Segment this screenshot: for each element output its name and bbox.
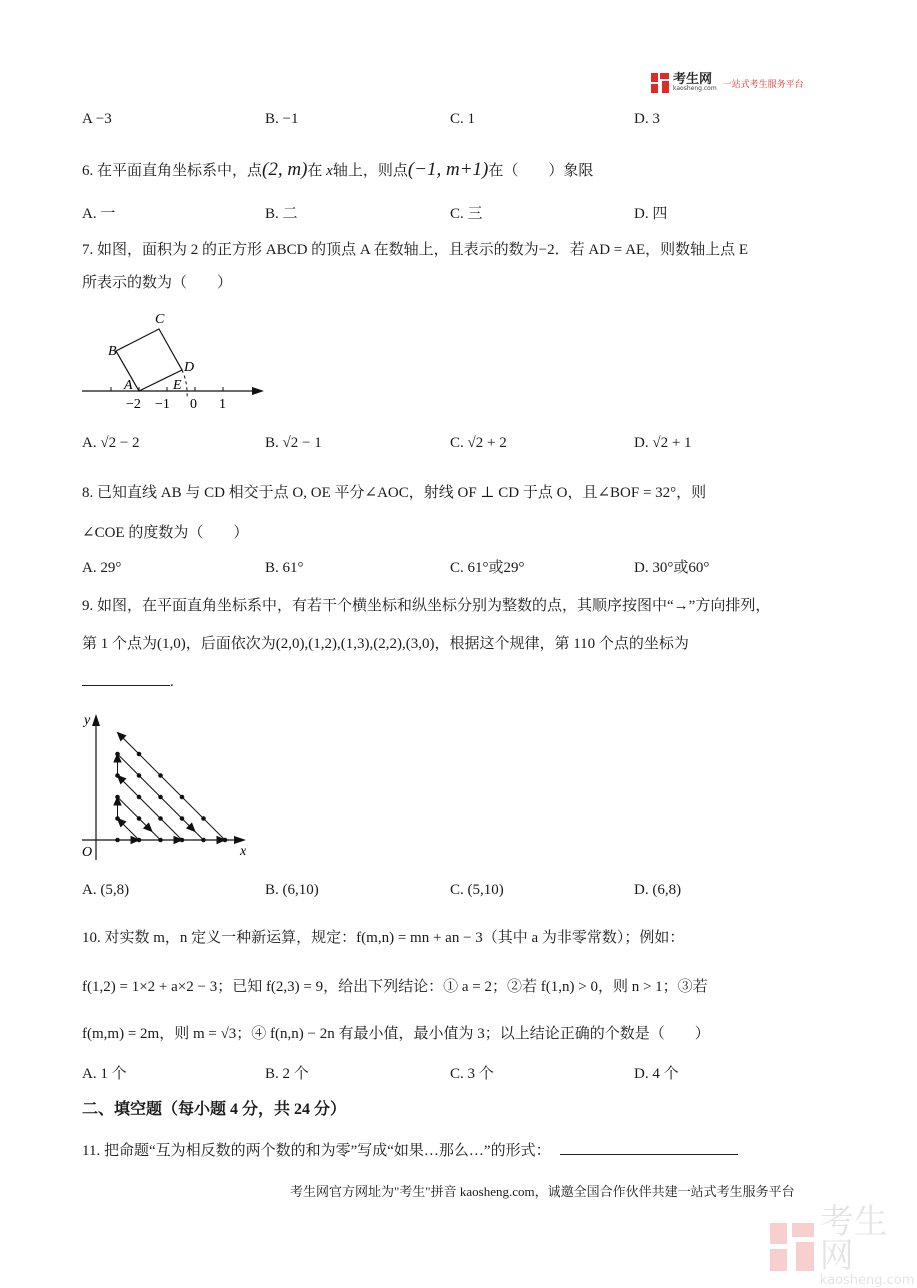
header-logo[interactable]	[651, 72, 804, 94]
q7-option-d[interactable]: D. √2 + 1	[634, 435, 692, 451]
lattice-point	[202, 817, 206, 821]
q6-option-a[interactable]: A. 一	[82, 206, 116, 222]
lattice-point	[137, 752, 141, 756]
lattice-point	[202, 838, 206, 842]
q8-stem-line1: 8. 已知直线 AB 与 CD 相交于点 O, OE 平分∠AOC，射线 OF ⊥ CD 于点 O，且∠BOF = 32°，则	[82, 485, 707, 501]
number-line-arrow-icon	[252, 387, 264, 395]
lattice-point	[137, 838, 141, 842]
q10-stem-line3: f(m,m) = 2m，则 m = √3；④ f(n,n) − 2n 有最小值，最小值为 3；以上结论正确的个数是（ ）	[82, 1026, 710, 1042]
q7-stem-line2: 所表示的数为（ ）	[82, 275, 233, 291]
lattice-point	[180, 795, 184, 799]
q9-figure	[78, 708, 258, 863]
watermark-url: kaosheng.com	[819, 1273, 915, 1288]
q6-option-d[interactable]: D. 四	[634, 206, 668, 222]
lattice-path	[114, 733, 227, 844]
lattice-point	[137, 817, 141, 821]
lattice-point	[159, 838, 163, 842]
label-b: B	[108, 344, 117, 359]
lattice-point	[159, 774, 163, 778]
q7-option-a[interactable]: A. √2 − 2	[82, 435, 140, 451]
tick-label-0: 0	[190, 397, 197, 412]
q9-stem-line2: 第 1 个点为(1,0)，后面依次为(2,0),(1,2),(1,3),(2,2),(3,0)，根据这个规律，第 110 个点的坐标为	[82, 636, 689, 652]
q11-answer-blank[interactable]	[560, 1154, 738, 1155]
q10-option-c[interactable]: C. 3 个	[450, 1066, 494, 1082]
q5-option-a[interactable]: A −3	[82, 111, 112, 127]
q11-stem	[82, 1141, 738, 1161]
diagonal	[118, 733, 226, 841]
footer-text: 考生网官方网址为"考生"拼音 kaosheng.com，诚邀全国合作伙伴共建一站式考生服务平台	[290, 1184, 795, 1199]
q6-text-3: 轴上，则点	[332, 163, 408, 179]
q7-option-b[interactable]: B. √2 − 1	[265, 435, 322, 451]
q9-option-d[interactable]: D. (6,8)	[634, 882, 682, 898]
logo-name: 考生网	[673, 72, 713, 87]
watermark-logo-icon	[770, 1223, 812, 1271]
lattice-point	[116, 752, 120, 756]
q6-text-1: 6. 在平面直角坐标系中，点	[82, 163, 263, 179]
watermark	[770, 1202, 917, 1288]
lattice-point	[159, 817, 163, 821]
q8-stem-line2: ∠COE 的度数为（ ）	[82, 525, 249, 541]
watermark-name: 考生网	[819, 1202, 888, 1276]
x-axis-label: x	[240, 844, 247, 859]
origin-label: O	[82, 845, 93, 860]
q10-option-a[interactable]: A. 1 个	[82, 1066, 127, 1082]
q6-stem	[82, 160, 593, 181]
logo-slogan: 一站式考生服务平台	[722, 79, 804, 90]
lattice-point	[137, 774, 141, 778]
q6-point-1: (2, m)	[262, 159, 308, 180]
y-axis-arrow-icon	[92, 714, 100, 726]
q6-option-c[interactable]: C. 三	[450, 206, 483, 222]
q8-option-a[interactable]: A. 29°	[82, 560, 122, 576]
x-axis-arrow-icon	[234, 836, 246, 844]
q8-option-d[interactable]: D. 30°或60°	[634, 560, 710, 576]
label-e: E	[173, 378, 182, 393]
q6-text-2: 在	[307, 163, 323, 179]
tick-label-minus1: −1	[155, 397, 170, 412]
q10-option-b[interactable]: B. 2 个	[265, 1066, 309, 1082]
q10-option-d[interactable]: D. 4 个	[634, 1066, 679, 1082]
lattice-point	[223, 838, 227, 842]
label-d: D	[184, 360, 195, 375]
q9-option-b[interactable]: B. (6,10)	[265, 882, 319, 898]
q9-period: .	[170, 674, 174, 690]
q8-option-b[interactable]: B. 61°	[265, 560, 304, 576]
lattice-point	[159, 795, 163, 799]
lattice-point	[116, 817, 120, 821]
q10-stem-line2: f(1,2) = 1×2 + a×2 − 3；已知 f(2,3) = 9，给出下列结论：① a = 2；②若 f(1,n) > 0，则 n > 1；③若	[82, 979, 708, 995]
q9-option-c[interactable]: C. (5,10)	[450, 882, 504, 898]
q7-option-c[interactable]: C. √2 + 2	[450, 435, 507, 451]
logo-mark-icon	[651, 73, 669, 93]
q10-stem-line1: 10. 对实数 m，n 定义一种新运算，规定：f(m,n) = mn + an − 3（其中 a 为非零常数）；例如：	[82, 930, 685, 946]
q9-answer-blank[interactable]	[82, 685, 170, 686]
lattice-point	[116, 795, 120, 799]
q6-option-b[interactable]: B. 二	[265, 206, 298, 222]
label-a: A	[124, 378, 133, 393]
q9-answer-line	[82, 672, 174, 692]
q6-text-4: 在（ ）象限	[488, 163, 594, 179]
q7-stem-line1: 7. 如图，面积为 2 的正方形 ABCD 的顶点 A 在数轴上，且表示的数为−2．若 AD = AE，则数轴上点 E	[82, 242, 749, 258]
q6-axis: x	[326, 163, 333, 179]
logo-url: kaosheng.com	[673, 85, 717, 92]
tick-label-minus2: −2	[126, 397, 141, 412]
q5-option-b[interactable]: B. −1	[265, 111, 299, 127]
lattice-point	[116, 838, 120, 842]
q6-point-2: (−1, m+1)	[407, 159, 489, 180]
lattice-point	[116, 774, 120, 778]
tick-label-1: 1	[219, 397, 226, 412]
section-2-title: 二、填空题（每小题 4 分，共 24 分）	[82, 1101, 347, 1118]
q5-option-c[interactable]: C. 1	[450, 111, 476, 127]
y-axis-label: y	[84, 713, 91, 728]
q7-figure	[78, 305, 278, 417]
q8-option-c[interactable]: C. 61°或29°	[450, 560, 525, 576]
q9-stem-line1: 9. 如图，在平面直角坐标系中，有若干个横坐标和纵坐标分别为整数的点，其顺序按图中“→”方向排列，	[82, 598, 771, 614]
lattice-point	[180, 838, 184, 842]
label-c: C	[155, 312, 165, 327]
q5-option-d[interactable]: D. 3	[634, 111, 660, 127]
q9-option-a[interactable]: A. (5,8)	[82, 882, 130, 898]
lattice-point	[137, 795, 141, 799]
lattice-point	[180, 817, 184, 821]
q11-text: 11. 把命题“互为相反数的两个数的和为零”写成“如果…那么…”的形式：	[82, 1143, 551, 1159]
